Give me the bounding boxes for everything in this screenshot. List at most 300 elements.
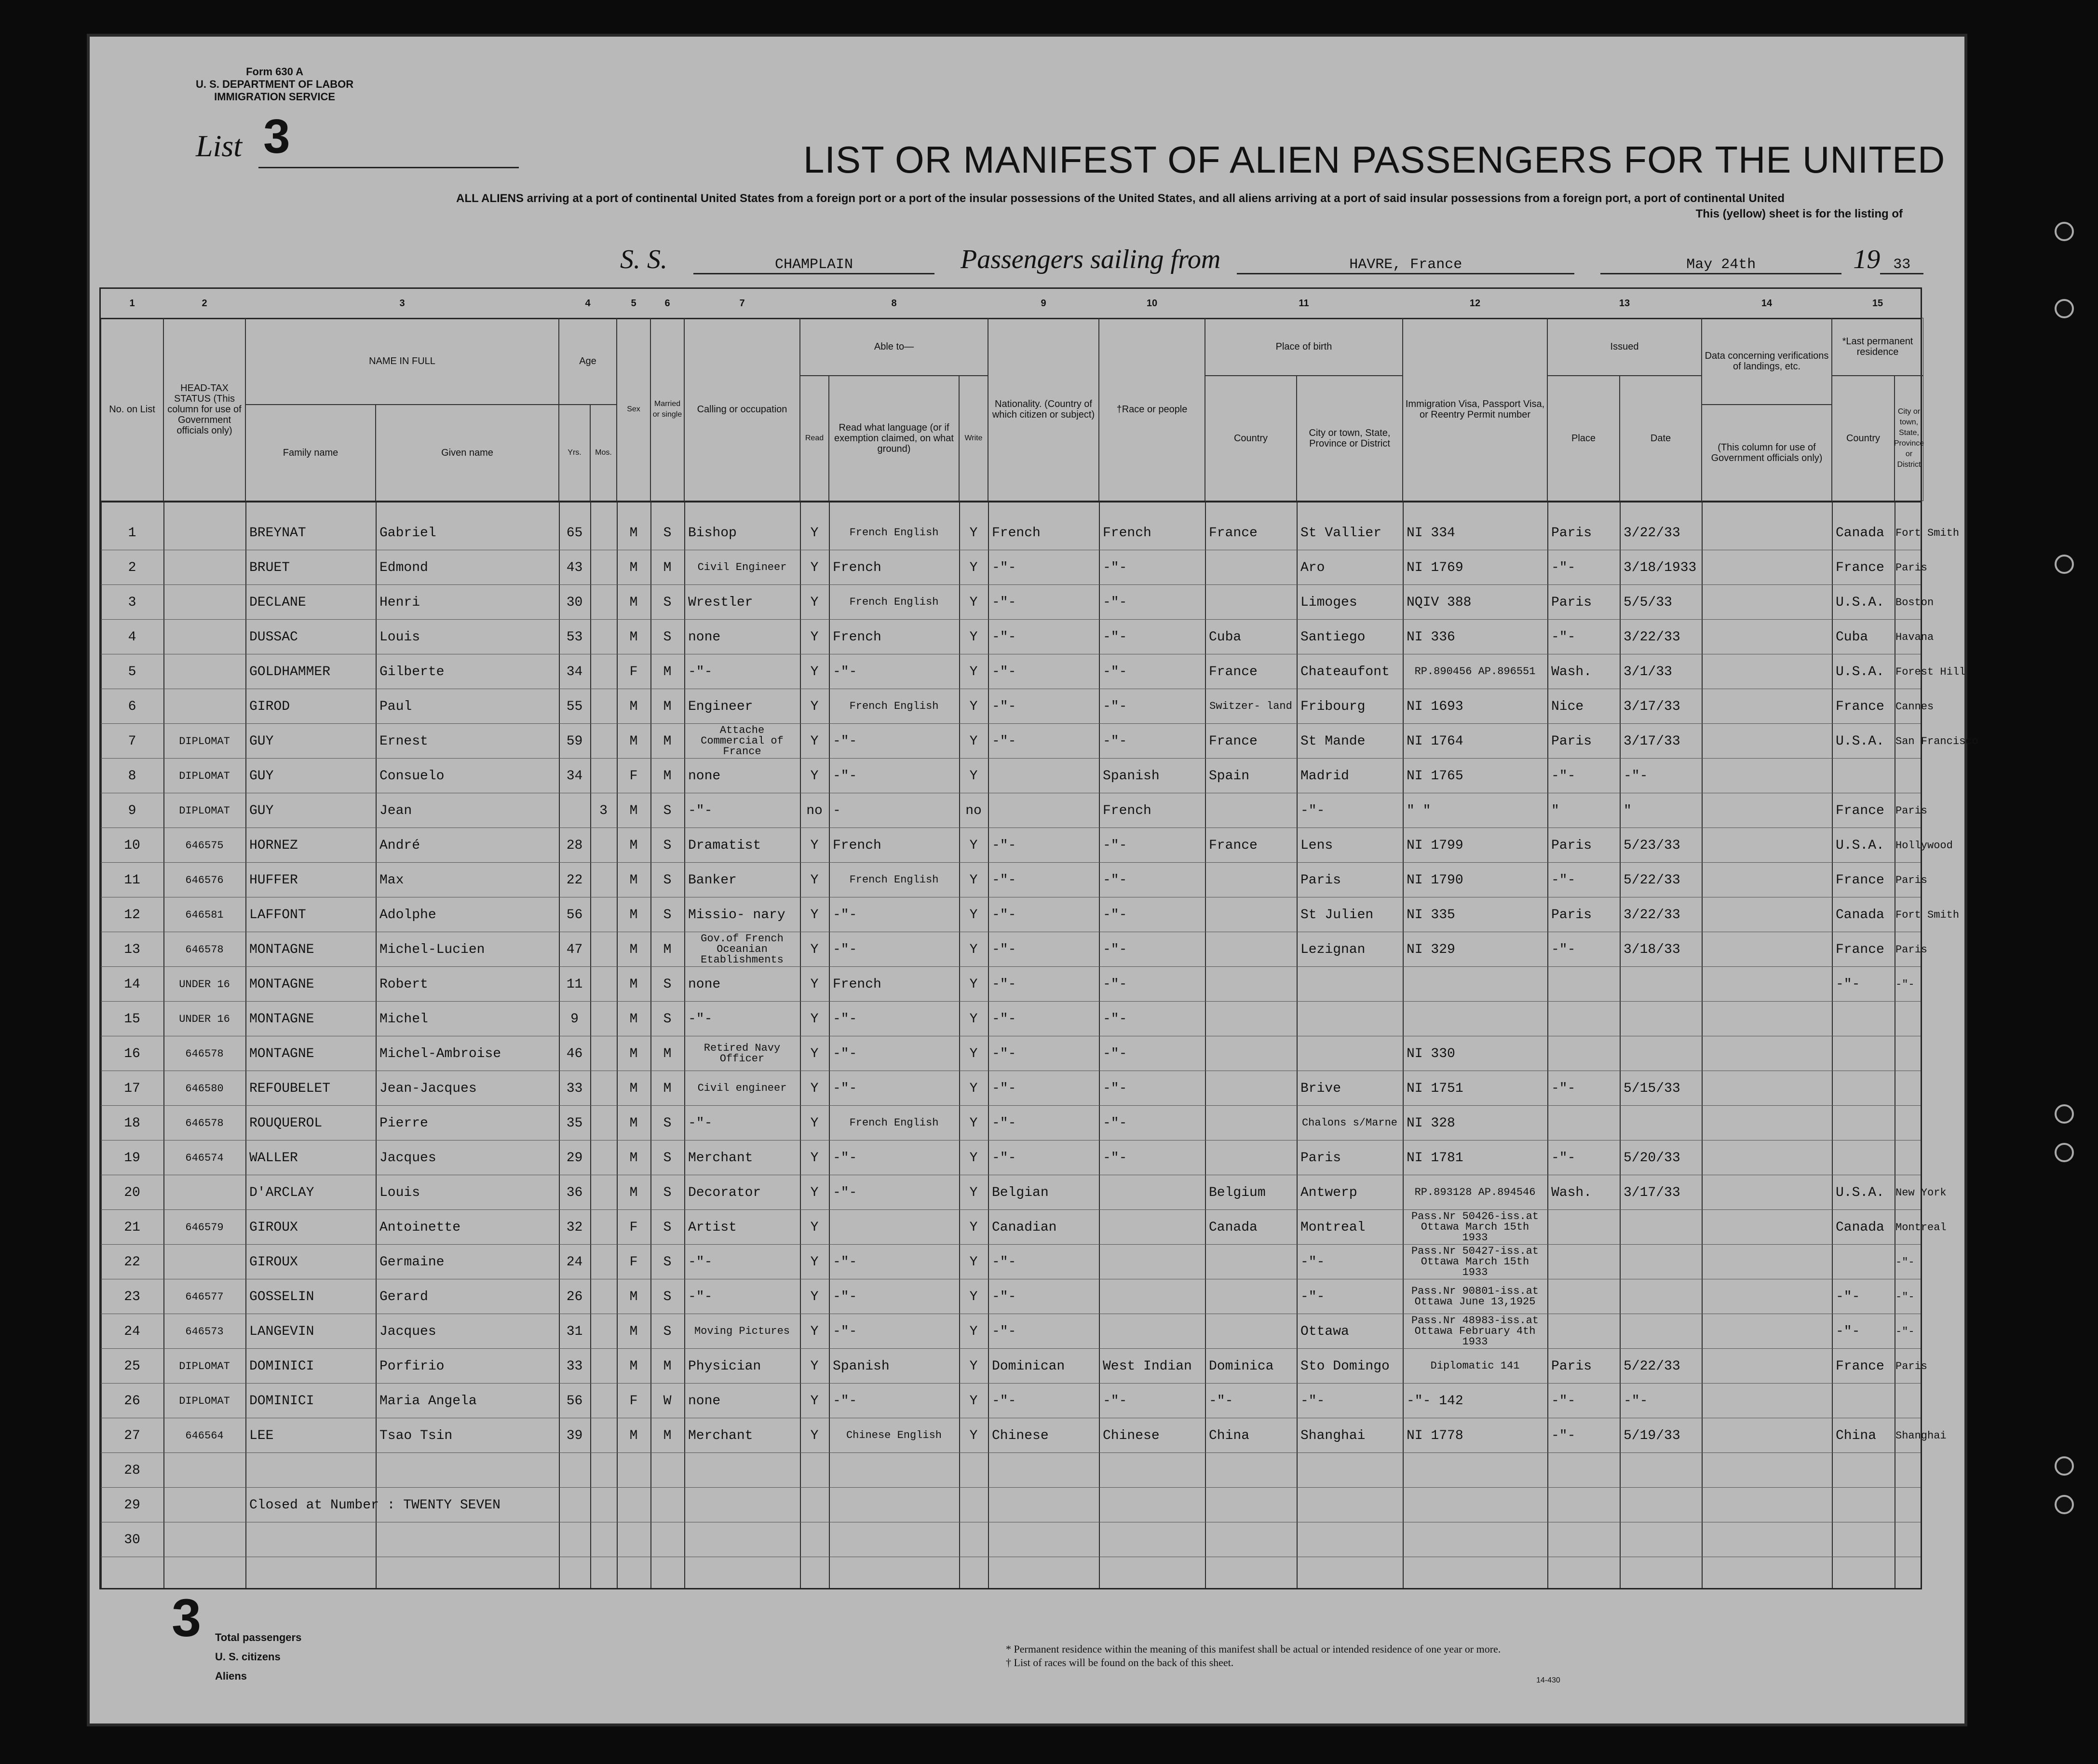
cell-nat: [988, 793, 1099, 828]
cell-city: Madrid: [1300, 768, 1349, 784]
cell-given: Porfirio: [379, 1358, 445, 1374]
cell-mos: [590, 1002, 617, 1036]
cell-country: Cuba: [1209, 629, 1242, 645]
cell-calling: [684, 1488, 800, 1522]
cell-lang: -"-: [833, 1324, 857, 1339]
cell-read: Y: [810, 942, 819, 957]
cell-tax: [163, 654, 245, 689]
header-age: Age: [559, 318, 617, 405]
cell-yrs: 34: [566, 768, 583, 784]
cell-family: GUY: [249, 733, 274, 749]
cell-family: DOMINICI: [249, 1358, 314, 1374]
cell-given: Gerard: [379, 1289, 428, 1304]
cell-ms: M: [663, 1046, 672, 1061]
cell-place: [1547, 1210, 1620, 1245]
cell-no: 9: [128, 803, 136, 818]
cell-tax: 646581: [185, 909, 224, 921]
cell-given: Henri: [379, 595, 420, 610]
cell-place: Paris: [1551, 1358, 1592, 1374]
table-row: [101, 1453, 1921, 1488]
cell-rcountry: U.S.A.: [1836, 1185, 1884, 1200]
cell-visa: NI 1778: [1407, 1428, 1463, 1443]
cell-city: -"-: [1300, 1393, 1325, 1409]
cell-yrs: 46: [566, 1046, 583, 1061]
cell-nat: Belgian: [992, 1185, 1049, 1200]
cell-country: [1205, 863, 1297, 897]
cell-date: ": [1624, 803, 1632, 818]
cell-calling: none: [688, 768, 721, 784]
cell-nat: [988, 1522, 1099, 1557]
cell-race: [1099, 1210, 1205, 1245]
column-number: 10: [1146, 298, 1158, 309]
cell-write: Y: [969, 1358, 978, 1374]
cell-date: [1620, 1453, 1702, 1488]
cell-race: Spanish: [1103, 768, 1160, 784]
table-row: [101, 1418, 1947, 1453]
table-row: [101, 1036, 1921, 1071]
cell-family: [245, 1522, 376, 1557]
cell-no: 18: [124, 1115, 140, 1131]
cell-write: Y: [969, 942, 978, 957]
cell-rcountry: U.S.A.: [1836, 664, 1884, 679]
cell-mos: [590, 550, 617, 585]
cell-calling: Merchant: [688, 1150, 753, 1166]
cell-place: -"-: [1551, 629, 1576, 645]
cell-city: Fribourg: [1300, 699, 1366, 714]
cell-nat: -"-: [992, 872, 1016, 888]
binder-hole: [2055, 299, 2074, 318]
cell-mos: [590, 620, 617, 654]
cell-rcountry: China: [1836, 1428, 1877, 1443]
cell-visa: [1403, 1522, 1547, 1557]
cell-race: [1099, 1245, 1205, 1279]
cell-yrs: 31: [566, 1324, 583, 1339]
cell-family: D'ARCLAY: [249, 1185, 314, 1200]
cell-visa: NI 336: [1407, 629, 1455, 645]
cell-date: -"-: [1624, 1393, 1648, 1409]
cell-sex: M: [629, 838, 638, 853]
cell-country: [1205, 967, 1297, 1002]
cell-place: -"-: [1551, 768, 1576, 784]
cell-date: 3/18/33: [1624, 942, 1680, 957]
column-number: 5: [631, 298, 636, 309]
cell-yrs: 32: [566, 1220, 583, 1235]
table-row: [101, 793, 1928, 828]
footnote-races: † List of races will be found on the back of this sheet.: [1006, 1656, 1234, 1669]
cell-given: Louis: [379, 1185, 420, 1200]
cell-country: [1205, 793, 1297, 828]
table-row: [101, 1314, 1921, 1349]
cell-write: [959, 1522, 988, 1557]
cell-sex: [617, 1453, 650, 1488]
table-row: [101, 1349, 1928, 1384]
cell-read: Y: [810, 1046, 819, 1061]
cell-nat: -"-: [992, 1324, 1016, 1339]
cell-lang: French English: [849, 874, 939, 886]
cell-mos: [590, 967, 617, 1002]
cell-lang: -"-: [833, 664, 857, 679]
cell-visa: Pass.Nr 90801-iss.at Ottawa June 13,1925: [1411, 1285, 1539, 1308]
cell-country: [1205, 1071, 1297, 1106]
cell-yrs: 47: [566, 942, 583, 957]
cell-family: [245, 1453, 376, 1488]
cell-rcountry: France: [1836, 560, 1884, 575]
cell-sex: M: [629, 1185, 638, 1200]
cell-date: [1620, 1314, 1702, 1349]
binder-hole: [2055, 222, 2074, 241]
cell-calling: Moving Pictures: [694, 1325, 790, 1337]
cell-read: Y: [810, 733, 819, 749]
cell-sex: F: [629, 768, 638, 784]
cell-sex: M: [629, 1289, 638, 1304]
cell-calling: -"-: [688, 1011, 713, 1027]
cell-family: MONTAGNE: [249, 1011, 314, 1027]
cell-ms: S: [663, 595, 672, 610]
cell-city: Santiego: [1300, 629, 1366, 645]
cell-sex: [617, 1488, 650, 1522]
ship-line: [620, 244, 1923, 275]
cell-rcity: -"-: [1895, 1256, 1915, 1268]
cell-ms: M: [663, 1081, 672, 1096]
cell-read: Y: [810, 1011, 819, 1027]
cell-place: Paris: [1551, 733, 1592, 749]
cell-rcity: Fort Smith: [1895, 909, 1960, 921]
sailing-label: Passengers sailing from: [961, 244, 1221, 274]
cell-city: Brive: [1300, 1081, 1341, 1096]
aliens-label: Aliens: [215, 1670, 247, 1682]
cell-country: [1205, 1488, 1297, 1522]
table-row: [101, 759, 1921, 793]
cell-race: -"-: [1103, 699, 1127, 714]
binder-hole: [2055, 1143, 2074, 1162]
cell-place: Paris: [1551, 907, 1592, 923]
table-row: [101, 967, 1921, 1002]
cell-sex: F: [629, 664, 638, 679]
cell-calling: Engineer: [688, 699, 753, 714]
cell-date: [1620, 1245, 1702, 1279]
header-last-residence: *Last permanent residence: [1832, 318, 1923, 376]
year-prefix: 19: [1853, 244, 1881, 274]
cell-country: [1205, 1314, 1297, 1349]
cell-given: Tsao Tsin: [379, 1428, 453, 1443]
cell-ms: [650, 1522, 684, 1557]
cell-city: Lens: [1300, 838, 1333, 853]
cell-yrs: 9: [570, 1011, 579, 1027]
cell-mos: [590, 863, 617, 897]
cell-read: Y: [810, 1393, 819, 1409]
cell-rcity: [1895, 1453, 1923, 1488]
cell-lang: -"-: [833, 1081, 857, 1096]
cell-visa: NI 1769: [1407, 560, 1463, 575]
cell-race: -"-: [1103, 838, 1127, 853]
cell-ms: M: [663, 942, 672, 957]
table-row: [101, 1384, 1921, 1418]
cell-family: WALLER: [249, 1150, 298, 1166]
cell-write: Y: [969, 1289, 978, 1304]
cell-race: -"-: [1103, 664, 1127, 679]
cell-lang: French: [833, 838, 881, 853]
column-number: 13: [1619, 298, 1630, 309]
cell-yrs: 34: [566, 664, 583, 679]
header-mos: Mos.: [590, 405, 617, 501]
cell-given: Gabriel: [379, 525, 436, 541]
cell-rcity: Forest Hill: [1895, 665, 1966, 678]
cell-rcity: [1895, 1071, 1923, 1106]
cell-given: Paul: [379, 699, 412, 714]
cell-mos: [590, 1175, 617, 1210]
department-name: U. S. DEPARTMENT OF LABOR: [196, 78, 354, 90]
cell-calling: -"-: [688, 803, 713, 818]
cell-visa: [1403, 1488, 1547, 1522]
cell-sex: M: [629, 699, 638, 714]
cell-race: -"-: [1103, 977, 1127, 992]
cell-read: Y: [810, 1358, 819, 1374]
cell-city: Limoges: [1300, 595, 1357, 610]
cell-city: Paris: [1300, 1150, 1341, 1166]
cell-read: no: [806, 803, 823, 818]
cell-read: Y: [810, 629, 819, 645]
cell-rcity: Shanghai: [1895, 1429, 1947, 1442]
cell-yrs: [559, 793, 590, 828]
cell-ms: S: [663, 629, 672, 645]
table-row: [101, 724, 1978, 759]
cell-given: Michel: [379, 1011, 428, 1027]
cell-city: Aro: [1300, 560, 1325, 575]
cell-country: France: [1209, 664, 1258, 679]
cell-city: St Julien: [1300, 907, 1374, 923]
cell-family: HORNEZ: [249, 838, 298, 853]
cell-no: 27: [124, 1428, 140, 1443]
cell-read: [800, 1453, 829, 1488]
cell-race: [1099, 1522, 1205, 1557]
cell-yrs: 11: [566, 977, 583, 992]
cell-nat: -"-: [992, 1011, 1016, 1027]
cell-no: 26: [124, 1393, 140, 1409]
cell-place: -"-: [1551, 942, 1576, 957]
cell-write: Y: [969, 629, 978, 645]
cell-yrs: [559, 1453, 590, 1488]
subtitle-line-1: ALL ALIENS arriving at a port of continental United States from a foreign port or a port of the insular possessions of the United States, and all aliens arriving at a port of said insular possessions from a foreign port, a port of continental United: [456, 192, 1785, 205]
cell-ms: W: [663, 1393, 672, 1409]
cell-ms: M: [663, 699, 672, 714]
form-number: Form 630 A: [246, 66, 304, 78]
cell-mos: [590, 1279, 617, 1314]
cell-no: 20: [124, 1185, 140, 1200]
cell-race: [1099, 1279, 1205, 1314]
cell-city: Ottawa: [1300, 1324, 1349, 1339]
cell-given: Germaine: [379, 1254, 445, 1270]
cell-country: [1205, 1106, 1297, 1140]
cell-family: Closed at Number : TWENTY SEVEN: [249, 1497, 501, 1513]
list-number: 3: [263, 109, 290, 163]
list-label: List: [196, 129, 243, 163]
cell-lang: -"-: [833, 1289, 857, 1304]
cell-family: BREYNAT: [249, 525, 306, 541]
cell-read: Y: [810, 838, 819, 853]
cell-country: [1205, 1522, 1297, 1557]
cell-country: [1205, 1002, 1297, 1036]
cell-sex: M: [629, 1011, 638, 1027]
cell-write: Y: [969, 733, 978, 749]
cell-date: 5/19/33: [1624, 1428, 1680, 1443]
cell-yrs: 35: [566, 1115, 583, 1131]
column-number: 14: [1761, 298, 1773, 309]
cell-country: France: [1209, 525, 1258, 541]
cell-ms: S: [663, 1115, 672, 1131]
cell-yrs: 33: [566, 1081, 583, 1096]
table-row: [101, 1140, 1921, 1175]
cell-nat: -"-: [992, 664, 1016, 679]
cell-lang: Chinese English: [846, 1429, 942, 1441]
cell-yrs: 53: [566, 629, 583, 645]
cell-sex: M: [629, 733, 638, 749]
cell-place: -"-: [1551, 872, 1576, 888]
cell-no: 25: [124, 1358, 140, 1374]
cell-no: 17: [124, 1081, 140, 1096]
cell-rcountry: -"-: [1836, 1324, 1860, 1339]
cell-race: West Indian: [1103, 1358, 1192, 1374]
cell-yrs: 43: [566, 560, 583, 575]
form-code: 14-430: [1536, 1676, 1560, 1684]
cell-tax: UNDER 16: [179, 1013, 230, 1025]
cell-lang: [829, 1210, 959, 1245]
header-write: Write: [959, 376, 988, 501]
cell-write: [959, 1453, 988, 1488]
subtitle-line-2: This (yellow) sheet is for the listing of: [1695, 207, 1903, 220]
cell-sex: M: [629, 525, 638, 541]
cell-mos: [590, 1522, 617, 1557]
cell-ms: M: [663, 560, 672, 575]
cell-family: LEE: [249, 1428, 274, 1443]
cell-write: Y: [969, 699, 978, 714]
cell-no: 6: [128, 699, 136, 714]
cell-place: -"-: [1551, 1428, 1576, 1443]
table-row: [101, 1279, 1921, 1314]
cell-family: GOSSELIN: [249, 1289, 314, 1304]
cell-rcity: -"-: [1895, 1290, 1915, 1303]
cell-tax: 646580: [185, 1082, 224, 1095]
cell-no: 22: [124, 1254, 140, 1270]
cell-ms: M: [663, 768, 672, 784]
cell-country: [1205, 1036, 1297, 1071]
table-row: [101, 863, 1928, 897]
cell-write: Y: [969, 1428, 978, 1443]
cell-race: -"-: [1103, 1011, 1127, 1027]
cell-tax: [163, 1522, 245, 1557]
cell-read: Y: [810, 560, 819, 575]
header-calling: Calling or occupation: [684, 318, 800, 501]
cell-city: -"-: [1300, 1254, 1325, 1270]
table-row: [101, 516, 1960, 550]
cell-ms: S: [663, 838, 672, 853]
table-row: [101, 1175, 1947, 1210]
cell-date: 5/22/33: [1624, 1358, 1680, 1374]
cell-read: Y: [810, 595, 819, 610]
cell-ms: S: [663, 977, 672, 992]
subtitle: [456, 191, 1903, 222]
cell-rcountry: [1832, 1140, 1895, 1175]
cell-date: [1620, 1279, 1702, 1314]
cell-country: [1205, 585, 1297, 620]
cell-rcity: Paris: [1895, 561, 1928, 574]
cell-rcountry: U.S.A.: [1836, 595, 1884, 610]
cell-lang: -"-: [833, 1185, 857, 1200]
cell-date: 3/22/33: [1624, 525, 1680, 541]
cell-city: [1297, 1453, 1403, 1488]
header-birth-country: Country: [1205, 376, 1297, 501]
cell-visa: NI 330: [1407, 1046, 1455, 1061]
cell-mos: [590, 1106, 617, 1140]
cell-lang: French English: [849, 596, 939, 608]
cell-rcity: Paris: [1895, 1360, 1928, 1372]
cell-no: 28: [124, 1463, 140, 1478]
cell-yrs: 39: [566, 1428, 583, 1443]
cell-given: Michel-Lucien: [379, 942, 485, 957]
cell-lang: -"-: [833, 1393, 857, 1409]
cell-rcity: [1895, 1106, 1923, 1140]
cell-no: 2: [128, 560, 136, 575]
cell-sex: M: [629, 907, 638, 923]
column-number: 12: [1469, 298, 1481, 309]
cell-visa: NI 1693: [1407, 699, 1463, 714]
cell-country: [1205, 1453, 1297, 1488]
cell-yrs: [559, 1522, 590, 1557]
cell-rcity: Hollywood: [1895, 839, 1953, 852]
cell-rcity: [1895, 1522, 1923, 1557]
header-residence-country: Country: [1832, 376, 1895, 501]
cell-race: -"-: [1103, 1115, 1127, 1131]
cell-calling: Attache Commercial of France: [701, 724, 784, 758]
cell-city: St Mande: [1300, 733, 1366, 749]
cell-sex: [617, 1522, 650, 1557]
cell-sex: M: [629, 942, 638, 957]
cell-visa: NQIV 388: [1407, 595, 1472, 610]
cell-place: -"-: [1551, 560, 1576, 575]
cell-yrs: 56: [566, 907, 583, 923]
cell-sex: F: [629, 1254, 638, 1270]
cell-city: [1297, 1036, 1403, 1071]
cell-place: -"-: [1551, 1081, 1576, 1096]
cell-no: 21: [124, 1220, 140, 1235]
header-family-name: Family name: [245, 405, 376, 501]
cell-given: Antoinette: [379, 1220, 461, 1235]
cell-tax: 646576: [185, 874, 224, 886]
cell-city: Shanghai: [1300, 1428, 1366, 1443]
cell-country: [1205, 897, 1297, 932]
table-row: [101, 1071, 1921, 1106]
column-number: 9: [1041, 298, 1046, 309]
cell-race: -"-: [1103, 942, 1127, 957]
cell-sex: F: [629, 1220, 638, 1235]
cell-write: Y: [969, 1254, 978, 1270]
list-underline: [258, 167, 519, 168]
cell-tax: 646573: [185, 1325, 224, 1338]
cell-rcountry: [1832, 1453, 1895, 1488]
cell-visa: [1403, 1453, 1547, 1488]
cell-city: Sto Domingo: [1300, 1358, 1390, 1374]
column-number: 6: [664, 298, 670, 309]
cell-visa: NI 1781: [1407, 1150, 1463, 1166]
cell-no: 10: [124, 838, 140, 853]
cell-rcity: [1895, 1002, 1923, 1036]
cell-read: Y: [810, 768, 819, 784]
column-number: 1: [129, 298, 135, 309]
cell-rcity: Cannes: [1895, 700, 1934, 713]
cell-yrs: 22: [566, 872, 583, 888]
cell-rcity: -"-: [1895, 978, 1915, 991]
cell-visa: Diplomatic 141: [1430, 1360, 1520, 1372]
service-name: IMMIGRATION SERVICE: [214, 91, 336, 103]
